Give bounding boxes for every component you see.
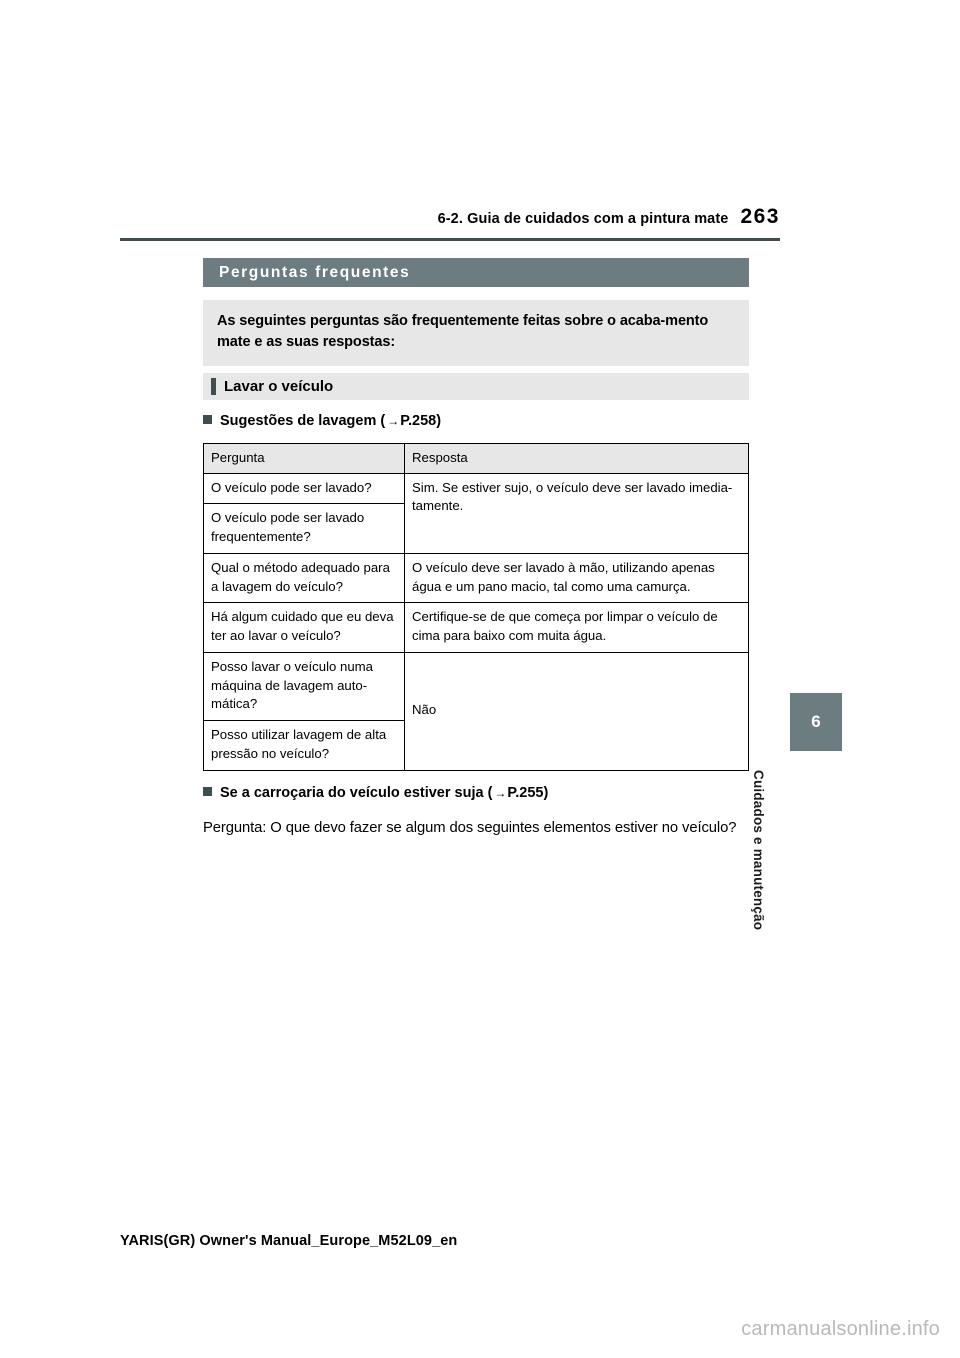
table-row	[204, 473, 749, 504]
subsection-marker-icon	[211, 378, 216, 395]
square-bullet-icon	[203, 787, 212, 796]
header-divider	[120, 238, 780, 241]
heading-washing-tips-label: Sugestões de lavagem (	[220, 413, 386, 429]
heading-washing-tips-close: )	[436, 413, 442, 429]
page-header	[120, 205, 780, 229]
heading-washing-tips	[203, 413, 441, 429]
heading-dirty-body-close: )	[543, 785, 549, 801]
heading-dirty-body	[203, 785, 548, 801]
table-row	[204, 603, 749, 652]
table-header-row	[204, 444, 749, 474]
header-chapter-title: 6-2. Guia de cuidados com a pintura mate	[437, 211, 729, 227]
table-cell-question: Há algum cuidado que eu deva ter ao lavar o veículo?	[204, 603, 405, 652]
table-cell-answer: O veículo deve ser lavado à mão, utilizando apenas água e um pano macio, tal como uma camurça.	[405, 553, 749, 602]
footer-text: YARIS(GR) Owner's Manual_Europe_M52L09_en	[120, 1233, 458, 1249]
subsection-title: Lavar o veículo	[224, 378, 334, 395]
table-cell-answer: Não	[405, 652, 749, 770]
table-cell-question: Qual o método adequado para a lavagem do veículo?	[204, 553, 405, 602]
square-bullet-icon	[203, 415, 212, 424]
table-header-answer: Resposta	[405, 444, 749, 474]
table-cell-question: O veículo pode ser lavado frequentemente?	[204, 504, 405, 553]
table-cell-question: O veículo pode ser lavado?	[204, 473, 405, 504]
chapter-tab-label: Cuidados e manutenção	[751, 770, 766, 931]
chapter-tab	[790, 693, 842, 751]
table-cell-answer: Certifique-se de que começa por limpar o veículo de cima para baixo com muita água.	[405, 603, 749, 652]
arrow-icon: →	[387, 414, 400, 428]
faq-table	[203, 443, 749, 771]
intro-box	[203, 300, 749, 366]
table-header-question: Pergunta	[204, 444, 405, 474]
table-cell-question: Posso utilizar lavagem de alta pressão no veículo?	[204, 721, 405, 770]
watermark: carmanualsonline.info	[741, 1318, 940, 1340]
chapter-tab-number: 6	[811, 712, 821, 731]
section-title-bar	[203, 258, 749, 287]
page-number: 263	[740, 205, 780, 228]
intro-text: As seguintes perguntas são frequentemente feitas sobre o acaba-mento mate e as suas respostas:	[217, 313, 709, 351]
table-row	[204, 553, 749, 602]
table-cell-question: Posso lavar o veículo numa máquina de lavagem auto-mática?	[204, 652, 405, 720]
table-row	[204, 652, 749, 720]
heading-dirty-body-label: Se a carroçaria do veículo estiver suja (	[220, 785, 493, 801]
section-title: Perguntas frequentes	[219, 263, 411, 281]
table-cell-answer: Sim. Se estiver sujo, o veículo deve ser lavado imedia-tamente.	[405, 473, 749, 553]
heading-dirty-body-ref: P.255	[507, 785, 544, 801]
body-paragraph: Pergunta: O que devo fazer se algum dos seguintes elementos estiver no veículo?	[203, 820, 737, 836]
arrow-icon: →	[494, 786, 507, 800]
subsection-header	[203, 373, 749, 400]
heading-washing-tips-ref: P.258	[400, 413, 437, 429]
